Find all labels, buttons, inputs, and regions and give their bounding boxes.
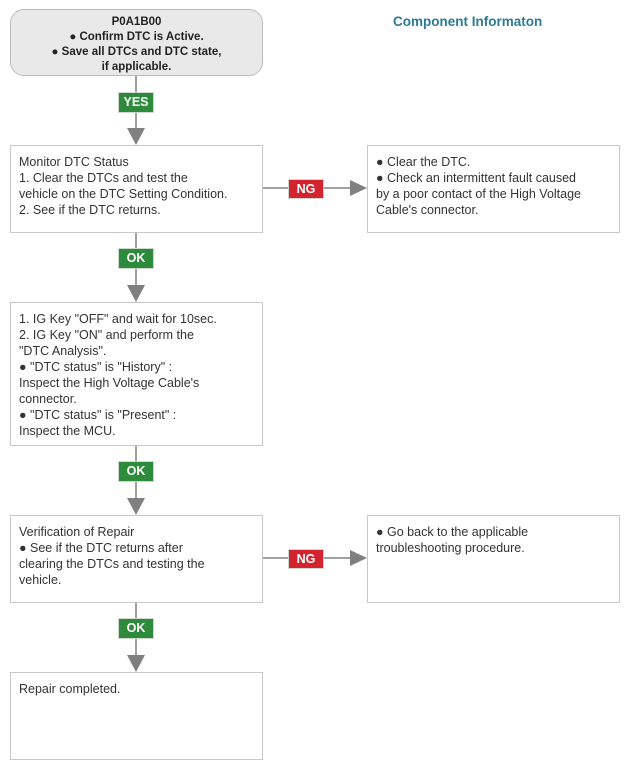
- step-line: 1. IG Key "OFF" and wait for 10sec.: [19, 312, 217, 326]
- ok-badge: OK: [118, 461, 154, 482]
- result-line: Cable's connector.: [376, 203, 479, 217]
- ok-badge: OK: [118, 618, 154, 639]
- step-line: Monitor DTC Status: [19, 155, 129, 169]
- step-line: Repair completed.: [19, 682, 121, 696]
- step-line: 2. IG Key "ON" and perform the: [19, 328, 194, 342]
- ng-result-go-back: [367, 515, 620, 603]
- step-line: clearing the DTCs and testing the: [19, 557, 205, 571]
- arrow-down-2: [127, 285, 145, 302]
- start-line: ● Confirm DTC is Active.: [69, 31, 204, 43]
- result-line: ● Clear the DTC.: [376, 155, 471, 169]
- start-line: if applicable.: [101, 61, 172, 73]
- step-line: vehicle on the DTC Setting Condition.: [19, 187, 228, 201]
- result-line: troubleshooting procedure.: [376, 541, 525, 555]
- step-line: 1. Clear the DTCs and test the: [19, 171, 188, 185]
- step-line: ● "DTC status" is "History" :: [19, 360, 173, 374]
- ok-badge: OK: [118, 248, 154, 269]
- step-line: ● See if the DTC returns after: [19, 541, 183, 555]
- ng-result-clear-dtc: [367, 145, 620, 233]
- ng-badge: NG: [288, 549, 324, 569]
- ng-badge: NG: [288, 179, 324, 199]
- start-line: ● Save all DTCs and DTC state,: [51, 46, 222, 58]
- result-line: by a poor contact of the High Voltage: [376, 187, 581, 201]
- dtc-code: P0A1B00: [111, 16, 162, 28]
- arrow-right-1: [350, 180, 367, 196]
- result-line: ● Go back to the applicable: [376, 525, 529, 539]
- start-dtc-node: [10, 9, 263, 76]
- arrow-down-3: [127, 498, 145, 515]
- step-line: 2. See if the DTC returns.: [19, 203, 161, 217]
- arrow-down-4: [127, 655, 145, 672]
- step-line: vehicle.: [19, 573, 62, 587]
- component-information-link[interactable]: Component Informaton: [393, 14, 543, 29]
- step-repair-completed: [10, 672, 263, 760]
- step-ig-key-inspection: [10, 302, 263, 446]
- step-line: connector.: [19, 392, 77, 406]
- result-line: ● Check an intermittent fault caused: [376, 171, 577, 185]
- step-monitor-dtc-status: [10, 145, 263, 233]
- step-verification-of-repair: [10, 515, 263, 603]
- yes-badge: YES: [118, 92, 154, 113]
- step-line: Inspect the High Voltage Cable's: [19, 376, 200, 390]
- step-line: Verification of Repair: [19, 525, 135, 539]
- step-line: ● "DTC status" is "Present" :: [19, 408, 177, 422]
- arrow-right-2: [350, 550, 367, 566]
- step-line: Inspect the MCU.: [19, 424, 116, 438]
- arrow-down-1: [127, 128, 145, 145]
- step-line: "DTC Analysis".: [19, 344, 107, 358]
